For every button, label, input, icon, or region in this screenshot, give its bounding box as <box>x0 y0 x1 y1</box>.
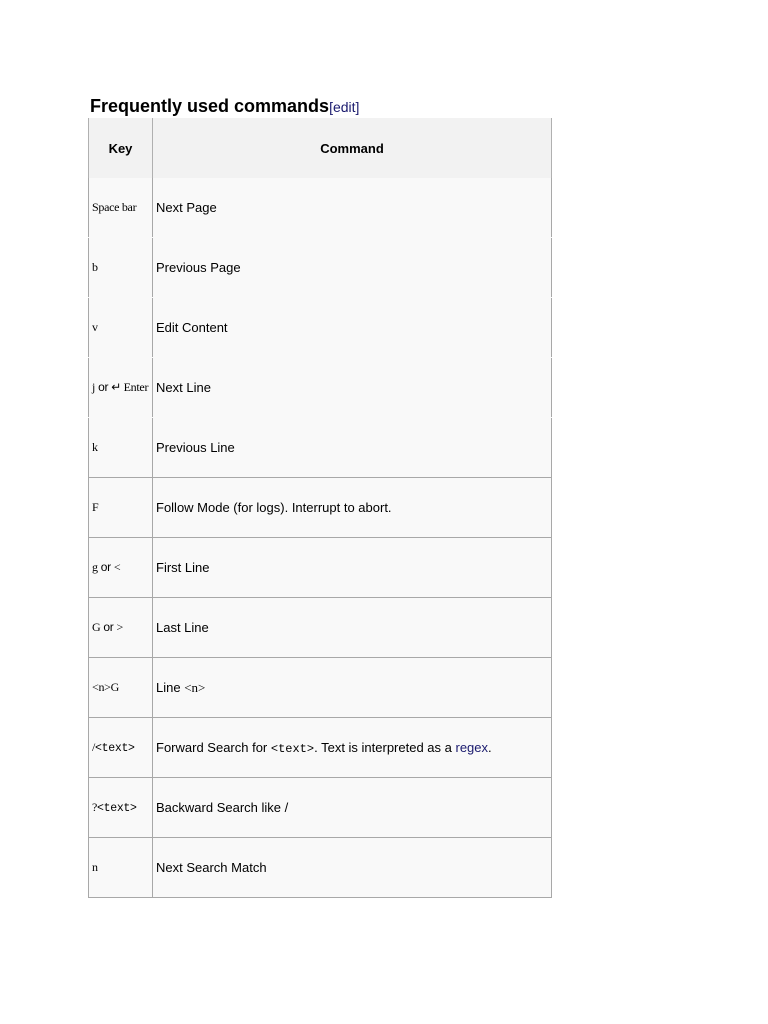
table-header-row <box>89 118 552 178</box>
regex-link[interactable]: regex <box>455 739 489 755</box>
edit-section <box>329 99 359 115</box>
key-or-text: or <box>100 620 117 634</box>
key-text: > <box>116 620 123 634</box>
key-text: G <box>92 620 101 634</box>
command-cell: Next Page <box>153 178 552 238</box>
edit-bracket-open: [ <box>329 99 333 115</box>
key-cell: Space bar <box>89 178 153 238</box>
enter-icon: ↵ <box>111 380 121 394</box>
key-text: ? <box>92 800 98 814</box>
command-text: . Text is interpreted as a <box>314 739 456 755</box>
key-code: <text> <box>97 802 137 815</box>
command-code: <text> <box>270 741 315 756</box>
table-row <box>89 598 552 658</box>
key-or-text: or <box>97 560 114 574</box>
table-row <box>89 658 552 718</box>
key-text: g <box>92 560 98 574</box>
key-cell <box>89 598 153 658</box>
key-text: / <box>92 740 96 754</box>
command-text: Line <box>156 679 185 695</box>
table-row <box>89 538 552 598</box>
key-cell: n <box>89 838 153 898</box>
command-cell: Last Line <box>153 598 552 658</box>
key-cell <box>89 778 153 838</box>
key-text: Enter <box>120 380 149 394</box>
command-cell <box>153 718 552 778</box>
table-row <box>89 178 552 238</box>
table-row <box>89 298 552 358</box>
table-row <box>89 838 552 898</box>
command-cell: Edit Content <box>153 298 552 358</box>
key-or-text: or <box>95 380 112 394</box>
edit-link[interactable]: edit <box>332 99 356 115</box>
section-heading <box>90 96 359 117</box>
command-cell: Next Search Match <box>153 838 552 898</box>
key-cell: k <box>89 418 153 478</box>
key-code: <text> <box>95 742 135 755</box>
command-cell: Previous Page <box>153 238 552 298</box>
command-text: . <box>488 739 492 755</box>
commands-table <box>88 118 552 898</box>
table-row <box>89 358 552 418</box>
command-column-header: Command <box>153 118 552 178</box>
key-cell: <n>G <box>89 658 153 718</box>
command-cell: Next Line <box>153 358 552 418</box>
table-row <box>89 718 552 778</box>
key-cell: F <box>89 478 153 538</box>
table-row <box>89 418 552 478</box>
table-row <box>89 778 552 838</box>
section-title: Frequently used commands <box>90 96 330 116</box>
command-cell <box>153 658 552 718</box>
key-cell: b <box>89 238 153 298</box>
key-cell <box>89 718 153 778</box>
command-text: Forward Search for <box>156 739 271 755</box>
edit-bracket-close: ] <box>355 99 360 115</box>
command-cell: Backward Search like / <box>153 778 552 838</box>
command-cell: First Line <box>153 538 552 598</box>
key-column-header: Key <box>89 118 153 178</box>
key-cell <box>89 538 153 598</box>
key-cell <box>89 358 153 418</box>
command-code: <n> <box>184 679 206 695</box>
key-text: < <box>113 560 121 574</box>
command-cell: Follow Mode (for logs). Interrupt to abort. <box>153 478 552 538</box>
table-row <box>89 238 552 298</box>
key-cell: v <box>89 298 153 358</box>
table-row <box>89 478 552 538</box>
key-text: j <box>92 380 96 394</box>
command-cell: Previous Line <box>153 418 552 478</box>
